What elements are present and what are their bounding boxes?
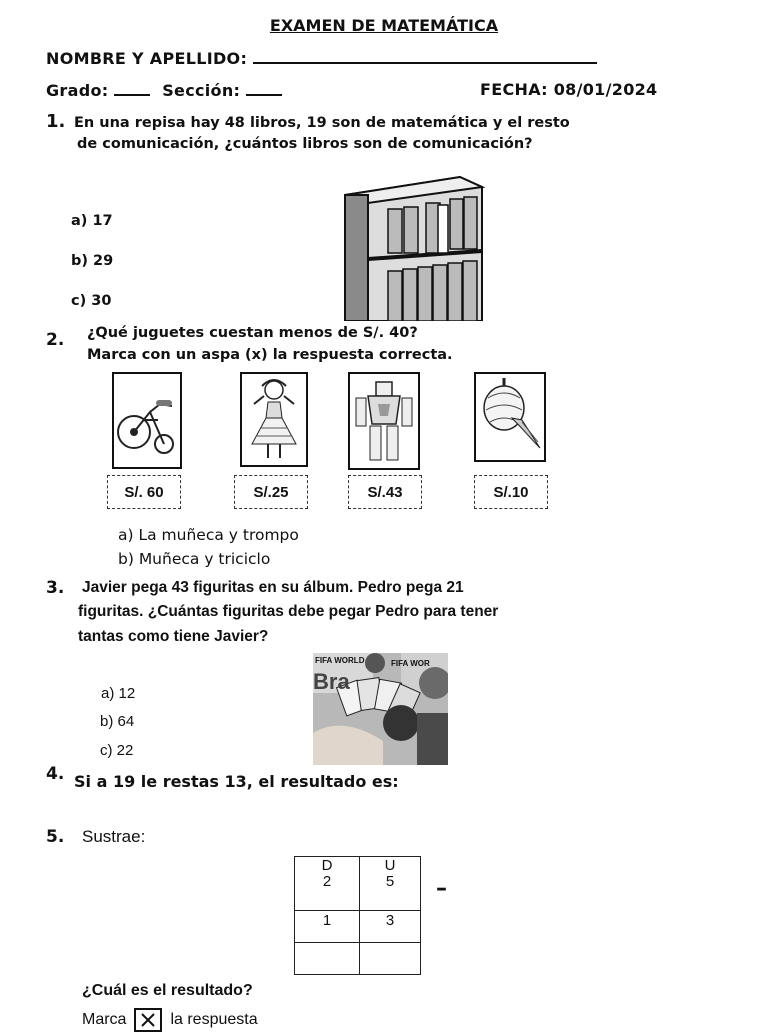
price-doll: S/.25 [234, 475, 308, 509]
mark-instruction [82, 1008, 258, 1032]
answer-units-cell[interactable] [360, 943, 421, 975]
section-blank[interactable] [246, 80, 282, 96]
photo-text-2: FIFA WOR [391, 659, 430, 668]
price-robot: S/.43 [348, 475, 422, 509]
mark-prefix: Marca [82, 1011, 127, 1028]
q1-text-line2: de comunicación, ¿cuántos libros son de comunicación? [77, 136, 533, 152]
q2-option-a[interactable]: a) La muñeca y trompo [118, 526, 299, 544]
header-units: U [384, 857, 396, 874]
q3-text-line2: figuritas. ¿Cuántas figuritas debe pegar Pedro para tener [78, 603, 499, 620]
q5-text: Sustrae: [82, 827, 146, 846]
q3-option-b[interactable]: b) 64 [100, 713, 135, 730]
q3-text-line3: tantas como tiene Javier? [78, 628, 269, 645]
q2-text-line1: ¿Qué juguetes cuestan menos de S/. 40? [87, 325, 418, 341]
q3-text-line1: Javier pega 43 figuritas en su álbum. Pedro pega 21 [82, 579, 464, 596]
q5-number: 5. [46, 827, 65, 847]
q4-number: 4. [46, 764, 65, 784]
header-tens: D [321, 857, 333, 874]
tricycle-icon[interactable] [112, 372, 182, 469]
grade-label: Grado: [46, 81, 109, 100]
robot-icon[interactable] [348, 372, 420, 470]
date-label: FECHA: 08/01/2024 [480, 80, 658, 99]
bookshelf-icon [340, 175, 485, 325]
name-blank[interactable] [253, 48, 597, 64]
photo-text-1: FIFA WORLD [315, 656, 365, 665]
answer-tens-cell[interactable] [295, 943, 360, 975]
q1-option-a[interactable]: a) 17 [71, 213, 113, 229]
q1-text-line1: En una repisa hay 48 libros, 19 son de matemática y el resto [74, 115, 570, 131]
q4-text: Si a 19 le restas 13, el resultado es: [74, 772, 399, 791]
grade-blank[interactable] [114, 80, 150, 96]
tens-column [295, 857, 360, 911]
name-line [46, 48, 597, 68]
units-column [360, 857, 421, 911]
doll-icon[interactable] [240, 372, 308, 467]
row1-units: 5 [385, 873, 395, 890]
q3-option-c[interactable]: c) 22 [100, 742, 134, 759]
x-box-icon [134, 1008, 162, 1032]
photo-text-3: Bra [313, 669, 350, 694]
spinning-top-icon[interactable] [474, 372, 546, 462]
q2-option-b[interactable]: b) Muñeca y triciclo [118, 550, 271, 568]
mark-suffix: la respuesta [170, 1011, 258, 1028]
subtraction-table [294, 856, 421, 975]
price-spinning-top: S/.10 [474, 475, 548, 509]
price-tricycle: S/. 60 [107, 475, 181, 509]
section-label: Sección: [162, 81, 241, 100]
exam-title: EXAMEN DE MATEMÁTICA [269, 16, 499, 35]
grade-section-line [46, 80, 282, 100]
q2-number: 2. [46, 330, 65, 350]
name-label: NOMBRE Y APELLIDO: [46, 49, 248, 68]
minus-sign: – [436, 876, 447, 901]
q1-option-c[interactable]: c) 30 [71, 293, 112, 309]
q3-option-a[interactable]: a) 12 [101, 685, 136, 702]
row2-units: 3 [360, 911, 421, 943]
q1-number: 1. [46, 111, 66, 132]
row1-tens: 2 [322, 873, 332, 890]
row2-tens: 1 [295, 911, 360, 943]
q1-option-b[interactable]: b) 29 [71, 253, 114, 269]
stickers-photo [313, 653, 448, 765]
q2-text-line2: Marca con un aspa (x) la respuesta correcta. [87, 347, 453, 363]
q5-question: ¿Cuál es el resultado? [82, 982, 253, 999]
q3-number: 3. [46, 578, 65, 598]
